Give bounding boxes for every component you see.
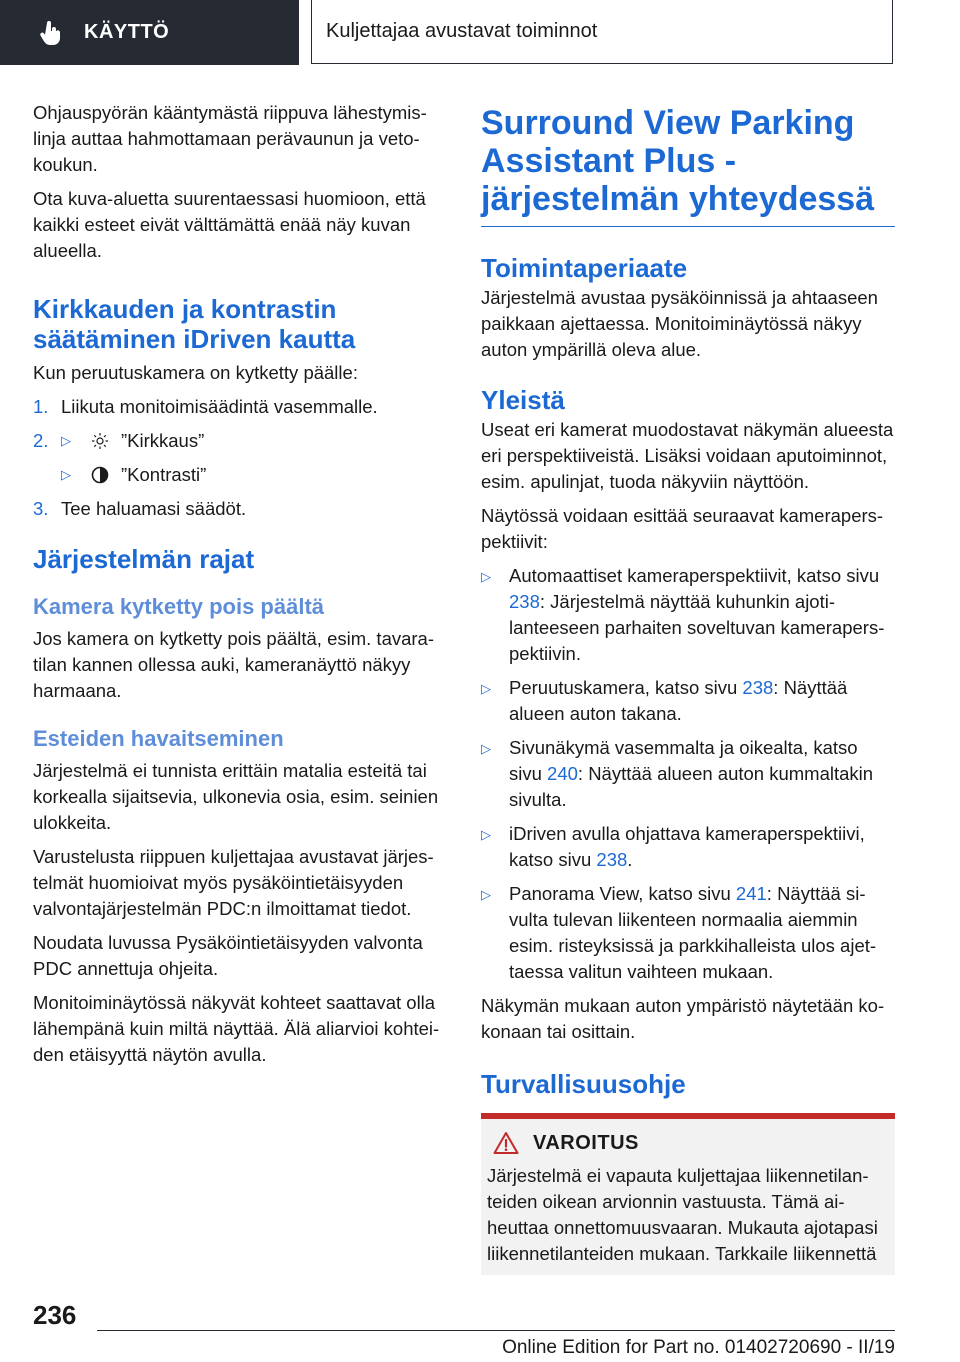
page-link[interactable]: 238 bbox=[596, 849, 628, 870]
step-item: 2. ▷ ”Kirkkaus” bbox=[33, 428, 445, 454]
list-item: ▷ Panorama View, katso sivu 241: Näyttää sivulta tulevan liikenteen normaalia aiemmin esim. risteyksissä ja parkkihalleista ulos ajettaessa valitun vaihteen mukaan. bbox=[481, 881, 895, 985]
brightness-intro: Kun peruutuskamera on kytketty päälle: bbox=[33, 362, 358, 383]
list-item: ▷ iDriven avulla ohjattava kameraperspektiivi, katso sivu 238. bbox=[481, 821, 895, 873]
chapter-title-bar bbox=[311, 0, 893, 64]
page-link[interactable]: 238 bbox=[509, 591, 540, 612]
intro-paragraph: Ohjauspyörän kääntymästä riippuva lähestymislinja auttaa hahmottamaan perävaunun ja vetokoukun. bbox=[33, 102, 427, 175]
intro-paragraph: Ota kuva-aluetta suurentaessasi huomioon, että kaikki esteet eivät välttämättä enää näy kuvan alueella. bbox=[33, 188, 426, 261]
section-tag: KÄYTTÖ bbox=[84, 21, 170, 43]
sub-step-item: ▷ ”Kontrasti” bbox=[33, 462, 445, 488]
brightness-sun-icon bbox=[91, 432, 109, 450]
general-heading: Yleistä bbox=[481, 385, 565, 415]
contrast-icon bbox=[91, 466, 109, 484]
triangle-bullet-icon: ▷ bbox=[481, 569, 491, 584]
page-link[interactable]: 241 bbox=[735, 883, 767, 904]
list-item: ▷ Sivunäkymä vasemmalta ja oikealta, katso sivu 240: Näyttää alueen auton kummaltakin sivulta. bbox=[481, 735, 895, 813]
right-column bbox=[481, 100, 895, 1275]
safety-heading: Turvallisuusohje bbox=[481, 1069, 686, 1099]
obstacle-paragraph: Varustelusta riippuen kuljettajaa avustavat järjestelmät huomioivat myös pysäköintietäisyyden valvontajärjestelmän PDC:n ilmoittamat tiedot. bbox=[33, 846, 434, 919]
warning-triangle-icon bbox=[493, 1131, 519, 1155]
obstacle-paragraph: Monitoiminäytössä näkyvät kohteet saattavat olla lähempänä kuin miltä näyttää. Älä aliarvioi kohteiden etäisyyttä näytön avulla. bbox=[33, 992, 440, 1065]
list-item: ▷ Peruutuskamera, katso sivu 238: Näyttää alueen auton takana. bbox=[481, 675, 895, 727]
obstacle-heading: Esteiden havaitseminen bbox=[33, 726, 284, 751]
triangle-bullet-icon: ▷ bbox=[481, 741, 491, 756]
footer-divider bbox=[97, 1330, 895, 1331]
page-link[interactable]: 240 bbox=[547, 763, 578, 784]
warning-title: VAROITUS bbox=[533, 1131, 639, 1154]
step-item: 1. Liikuta monitoimisäädintä vasemmalle. bbox=[33, 396, 378, 417]
warning-text: Järjestelmä ei vapauta kuljettajaa liikennetilanteiden oikean arvionnin vastuusta. Tämä aiheuttaa onnettomuusvaaran. Mukauta ajotapasi liikennetilanteiden mukaan. Tarkkaile liikennettä bbox=[487, 1165, 878, 1264]
chapter-title: Kuljettajaa avustavat toiminnot bbox=[326, 20, 598, 42]
triangle-bullet-icon: ▷ bbox=[481, 887, 491, 902]
general-paragraph: Näkymän mukaan auton ympäristö näytetään kokonaan tai osittain. bbox=[481, 995, 885, 1042]
warning-header bbox=[487, 1131, 889, 1155]
triangle-bullet-icon: ▷ bbox=[481, 681, 491, 696]
obstacle-paragraph: Järjestelmä ei tunnista erittäin matalia esteitä tai korkealla sijaitsevia, ulkonevia osia, esim. seinien ulokkeita. bbox=[33, 760, 439, 833]
step-item: 3. Tee haluamasi säädöt. bbox=[33, 498, 247, 519]
page-link[interactable]: 238 bbox=[742, 677, 774, 698]
main-heading: Surround View Parking Assistant Plus -järjestelmän yhteydessä bbox=[481, 104, 895, 227]
limits-heading: Järjestelmän rajat bbox=[33, 544, 255, 574]
triangle-bullet-icon: ▷ bbox=[61, 467, 71, 482]
camera-off-text: Jos kamera on kytketty pois päältä, esim. tavaratilan kannen ollessa auki, kameranäyttö näkyy harmaana. bbox=[33, 628, 435, 701]
section-tab bbox=[0, 0, 299, 65]
camera-off-heading: Kamera kytketty pois päältä bbox=[33, 594, 325, 619]
footer-edition: Online Edition for Part no. 01402720690 - II/19 bbox=[502, 1337, 895, 1358]
general-paragraph: Useat eri kamerat muodostavat näkymän alueesta eri perspektiiveistä. Lisäksi voidaan aputoiminnot, esim. apulinjat, tuoda näkyviin näyttöön. bbox=[481, 419, 894, 492]
general-paragraph: Näytössä voidaan esittää seuraavat kameraperspektiivit: bbox=[481, 505, 884, 552]
obstacle-paragraph: Noudata luvussa Pysäköintietäisyyden valvonta PDC annettuja ohjeita. bbox=[33, 932, 423, 979]
brightness-heading: Kirkkauden ja kontrastin säätäminen iDriven kautta bbox=[33, 294, 356, 354]
principle-heading: Toimintaperiaate bbox=[481, 253, 688, 283]
list-item: ▷ Automaattiset kameraperspektiivit, katso sivu 238: Järjestelmä näyttää kuhunkin ajotilanteeseen parhaiten soveltuvan kameraperspektiivin. bbox=[481, 563, 895, 667]
page-number: 236 bbox=[33, 1300, 77, 1330]
left-column bbox=[33, 100, 445, 1076]
hand-pointer-icon bbox=[38, 20, 64, 46]
warning-box bbox=[481, 1113, 895, 1275]
principle-text: Järjestelmä avustaa pysäköinnissä ja ahtaaseen paikkaan ajettaessa. Monitoiminäytössä näkyy auton ympärillä oleva alue. bbox=[481, 287, 878, 360]
triangle-bullet-icon: ▷ bbox=[481, 827, 491, 842]
triangle-bullet-icon: ▷ bbox=[61, 433, 71, 448]
